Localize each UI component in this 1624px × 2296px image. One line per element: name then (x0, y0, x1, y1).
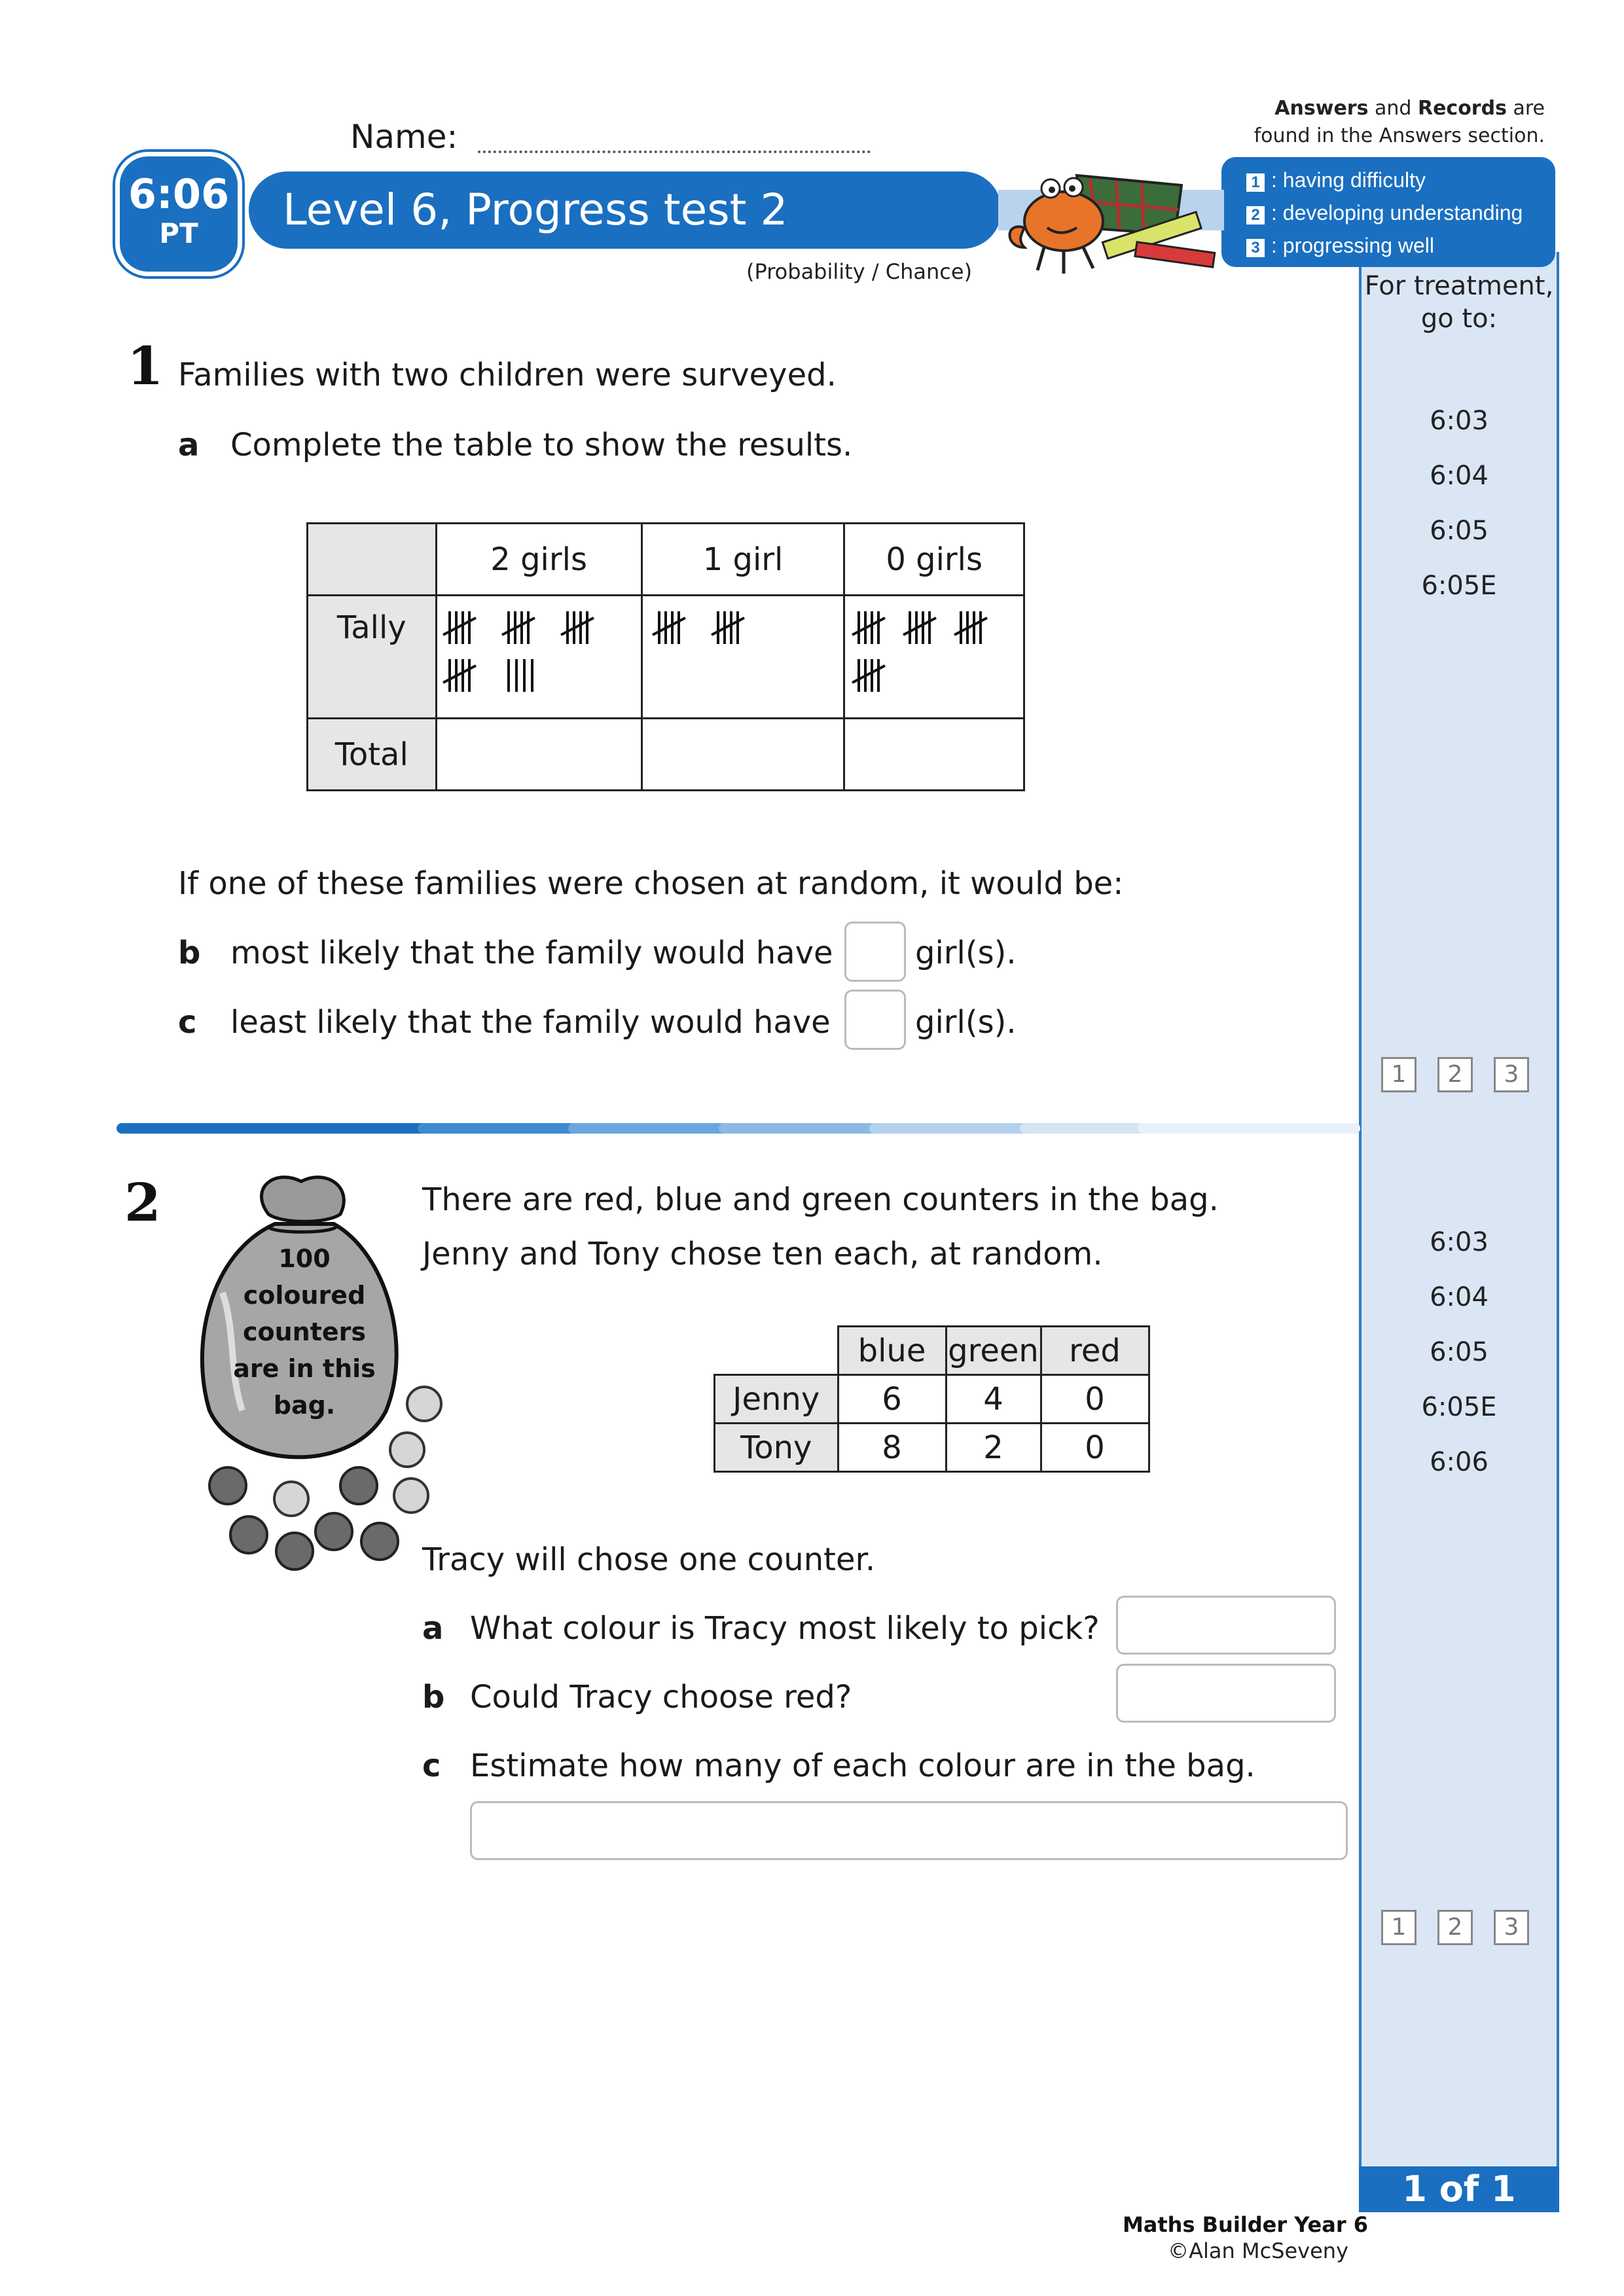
tally-marks-0-girls (846, 597, 1019, 708)
q2-intro-1: There are red, blue and green counters in the bag. (422, 1181, 1219, 1218)
footer-copyright: ©Alan McSeveny (1168, 2238, 1348, 2263)
level-box-2[interactable]: 2 (1437, 1910, 1473, 1945)
q2-treatment-list (1362, 1227, 1557, 1502)
level-box-1[interactable]: 1 (1381, 1910, 1416, 1945)
level-box-3[interactable]: 3 (1494, 1057, 1529, 1092)
footer-book: Maths Builder Year 6 (1122, 2212, 1368, 2237)
q2c-answer-box[interactable] (470, 1801, 1348, 1860)
tally-marks-1-girl (643, 597, 840, 708)
value-cell: 0 (1041, 1424, 1149, 1472)
answers-note: Answers and Records are found in the Answers section. (1254, 97, 1545, 147)
q1c-suffix: girl(s). (915, 1004, 1017, 1041)
badge-code: 6:06 (128, 170, 230, 218)
treatment-link[interactable]: 6:06 (1430, 1447, 1489, 1477)
treatment-link[interactable]: 6:05 (1430, 516, 1489, 546)
q2a-answer-box[interactable] (1116, 1596, 1336, 1655)
treatment-link[interactable]: 6:05E (1421, 571, 1497, 601)
name-field[interactable] (478, 151, 871, 153)
q1a-letter: a (178, 427, 200, 463)
row-label: Tally (308, 596, 437, 719)
q2b-letter: b (422, 1679, 445, 1715)
tally-marks-2-girls (438, 597, 634, 708)
total-input-2-girls[interactable] (436, 719, 641, 791)
q1a-text: Complete the table to show the results. (230, 427, 853, 463)
q1-level-boxes (1381, 1057, 1529, 1092)
treatment-link[interactable]: 6:03 (1430, 1227, 1489, 1257)
question-number-2: 2 (124, 1172, 161, 1233)
q2-intro-2: Jenny and Tony chose ten each, at random. (422, 1236, 1103, 1272)
tally-cell-0-girls (844, 596, 1024, 719)
value-cell: 6 (838, 1375, 946, 1424)
q1b-letter: b (178, 935, 201, 971)
q1b-text: most likely that the family would have (230, 935, 833, 971)
value-cell: 0 (1041, 1375, 1149, 1424)
level-box-1[interactable]: 1 (1381, 1057, 1416, 1092)
name-label: Name: (350, 118, 458, 156)
row-label: Jenny (715, 1375, 839, 1424)
q1-random-text: If one of these families were chosen at random, it would be: (178, 865, 1124, 902)
q1-intro: Families with two children were surveyed. (178, 357, 837, 393)
crab-mascot-illustration (985, 149, 1234, 280)
header-cell: 0 girls (844, 524, 1024, 596)
value-cell: 8 (838, 1424, 946, 1472)
row-label: Total (308, 719, 437, 791)
level-badge (115, 152, 242, 276)
q1b-answer-box[interactable] (844, 922, 906, 982)
bag-label: 100 coloured counters are in this bag. (233, 1244, 376, 1420)
badge-sub: PT (159, 217, 198, 249)
level-legend: 1 : having difficulty 2 : developing understanding 3 : progressing well (1221, 157, 1555, 267)
counters-table (713, 1325, 1150, 1473)
q1c-letter: c (178, 1004, 197, 1041)
header-cell: green (946, 1327, 1041, 1375)
q1-treatment-list (1362, 406, 1557, 626)
treatment-link[interactable]: 6:03 (1430, 406, 1489, 436)
tally-cell-2-girls (436, 596, 641, 719)
header-cell: red (1041, 1327, 1149, 1375)
q2c-text: Estimate how many of each colour are in the bag. (470, 1748, 1255, 1784)
value-cell: 2 (946, 1424, 1041, 1472)
header-cell: 1 girl (641, 524, 844, 596)
corner-cell (308, 524, 437, 596)
level-box-2[interactable]: 2 (1437, 1057, 1473, 1092)
treatment-line1: For treatment, (1364, 271, 1554, 301)
header-cell: 2 girls (436, 524, 641, 596)
q2a-text: What colour is Tracy most likely to pick? (470, 1610, 1100, 1647)
q2-level-boxes (1381, 1910, 1529, 1945)
total-input-1-girl[interactable] (641, 719, 844, 791)
q2-tracy-text: Tracy will chose one counter. (422, 1541, 876, 1578)
row-label: Tony (715, 1424, 839, 1472)
question-number-1: 1 (127, 335, 164, 397)
corner-cell (715, 1327, 839, 1375)
treatment-link[interactable]: 6:04 (1430, 461, 1489, 491)
page-subtitle: (Probability / Chance) (746, 259, 973, 284)
tally-table (306, 522, 1025, 791)
q2a-letter: a (422, 1610, 444, 1647)
tally-cell-1-girl (641, 596, 844, 719)
treatment-link[interactable]: 6:04 (1430, 1282, 1489, 1312)
q1b-suffix: girl(s). (915, 935, 1017, 971)
treatment-line2: go to: (1420, 304, 1498, 334)
q1c-answer-box[interactable] (844, 990, 906, 1050)
page-counter: 1 of 1 (1359, 2166, 1559, 2212)
treatment-heading (1362, 270, 1557, 335)
treatment-link[interactable]: 6:05 (1430, 1337, 1489, 1367)
q2c-letter: c (422, 1748, 441, 1784)
level-box-3[interactable]: 3 (1494, 1910, 1529, 1945)
q1c-text: least likely that the family would have (230, 1004, 831, 1041)
page-title: Level 6, Progress test 2 (283, 185, 788, 235)
q2b-text: Could Tracy choose red? (470, 1679, 852, 1715)
total-input-0-girls[interactable] (844, 719, 1024, 791)
section-divider (117, 1121, 1360, 1136)
q2b-answer-box[interactable] (1116, 1664, 1336, 1723)
value-cell: 4 (946, 1375, 1041, 1424)
header-cell: blue (838, 1327, 946, 1375)
treatment-link[interactable]: 6:05E (1421, 1392, 1497, 1422)
